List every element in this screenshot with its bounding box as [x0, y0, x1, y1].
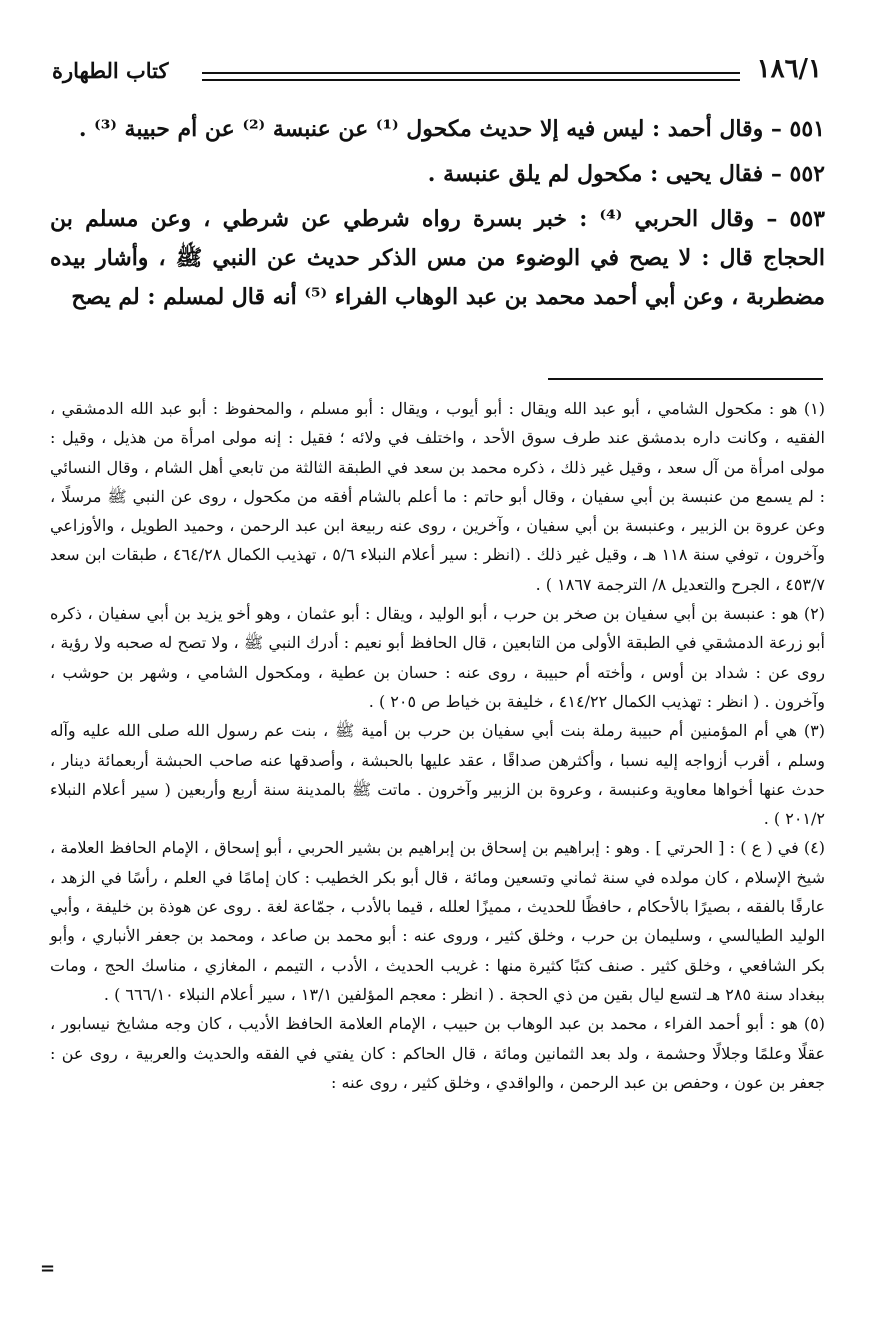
page-header [52, 52, 822, 92]
footnote-2: (٢) هو : عنبسة بن أبي سفيان بن صخر بن حرب ، أبو الوليد ، ويقال : أبو عثمان ، وهو أخو يزيد بن أبي سفيان ، ذكره أبو زرعة الدمشقي في الطبقة الأولى من التابعين ، قال الحافظ أبو نعيم : أدرك النبي ﷺ ، ولا تصح له صحبه ولا رؤية ، روى عن : شداد بن أوس ، وأخته أم حبيبة ، روى عنه : حسان بن عطية ، ومكحول الشامي ، وشهر بن حوشب ، وآخرون . ( انظر : تهذيب الكمال ٤١٤/٢٢ ، خليفة بن خياط ص ٢٠٥ ) . [50, 604, 825, 711]
paragraph-number: ٥٥٣ [789, 206, 825, 232]
footnote-1: (١) هو : مكحول الشامي ، أبو عبد الله ويقال : أبو أيوب ، ويقال : أبو مسلم ، والمحفوظ : أبو عبد الله الدمشقي ، الفقيه ، وكانت داره بدمشق عند طرف سوق الأحد ، واختلف في ولائه ؛ فقيل : إنه مولى امرأة من هذيل ، وقيل : مولى امرأة من آل سعد ، وقيل غير ذلك ، ذكره محمد بن سعد في الطبقة الثالثة من تابعي أهل الشام ، وقال النسائي : لم يسمع من عنبسة بن أبي سفيان ، وقال أبو حاتم : ما أعلم بالشام أفقه من مكحول ، روى عن النبي ﷺ مرسلًا ، وعن عروة بن الزبير ، وعنبسة بن أبي سفيان ، وآخرين ، روى عنه ربيعة ابن عبد الرحمن ، وحميد الطويل ، والأوزاعي وآخرون ، توفي سنة ١١٨ هـ ، وقيل غير ذلك . (انظر : سير أعلام النبلاء ٥/٦ ، تهذيب الكمال ٤٦٤/٢٨ ، طبقات ابن سعد ٤٥٣/٧ ، الجرح والتعديل ٨/ الترجمة ١٨٦٧ ) . [50, 399, 826, 594]
paragraph-number: ٥٥٢ [789, 161, 825, 187]
paragraph [50, 110, 825, 149]
footnote-5: (٥) هو : أبو أحمد الفراء ، محمد بن عبد الوهاب بن حبيب ، الإمام العلامة الحافظ الأديب ، كان وجه مشايخ نيسابور ، عقلًا وعلمًا وجلالًا وحشمة ، ولد بعد الثمانين ومائة ، قال الحاكم : كان يفتي في الفقه والحديث والعربية ، روى عن : جعفر بن عون ، وحفص بن عبد الرحمن ، والواقدي ، وخلق كثير ، روى عنه : [50, 1014, 825, 1092]
header-double-rule [202, 72, 740, 81]
footnotes [50, 394, 825, 1097]
paragraph [50, 200, 825, 317]
main-text [50, 110, 825, 323]
page-number: ١٨٦/١ [756, 54, 822, 84]
footnote-divider [548, 378, 823, 380]
continuation-mark: = [40, 1258, 56, 1279]
paragraph-number: ٥٥١ [789, 116, 825, 142]
paragraph-text: – وقال أحمد : ليس فيه إلا حديث مكحول ⁽¹⁾ عن عنبسة ⁽²⁾ عن أم حبيبة ⁽³⁾ . [78, 116, 782, 142]
paragraph [50, 155, 825, 194]
book-title: كتاب الطهارة [52, 58, 169, 83]
paragraph-text: – وقال الحربي ⁽⁴⁾ : خبر بسرة رواه شرطي عن شرطي ، وعن مسلم بن الحجاج قال : لا يصح في الوضوء من مس الذكر حديث عن النبي ﷺ ، وأشار بيده مضطربة ، وعن أبي أحمد محمد بن عبد الوهاب الفراء ⁽⁵⁾ أنه قال لمسلم : لم يصح [50, 206, 825, 310]
footnote-3: (٣) هي أم المؤمنين أم حبيبة رملة بنت أبي سفيان بن حرب بن أمية ﷺ ، بنت عم رسول الله صلى الله عليه وآله وسلم ، أقرب أزواجه إليه نسبا ، وأكثرهن صداقًا ، عقد عليها بالحبشة ، وأصدقها عنه صاحب الحبشة أربعمائة دينار ، حدث عنها أخواها معاوية وعنبسة ، وعروة بن الزبير وآخرون . ماتت ﷺ بالمدينة سنة أربع وأربعين ( سير أعلام النبلاء ٢٠١/٢ ) . [50, 721, 825, 829]
paragraph-text: – فقال يحيى : مكحول لم يلق عنبسة . [427, 161, 782, 187]
footnote-4: (٤) في ( ع ) : [ الحرتي ] . وهو : إبراهيم بن إسحاق بن إبراهيم بن بشير الحربي ، أبو إسحاق ، الإمام الحافظ العلامة ، شيخ الإسلام ، كان مولده في سنة ثماني وتسعين ومائة ، قال أبو بكر الخطيب : كان إمامًا في العلم ، رأسًا في الزهد ، عارفًا بالفقه ، بصيرًا بالأحكام ، حافظًا للحديث ، مميزًا لعلله ، قيما بالأدب ، جمّاعة لغة . روى عن هوذة بن خليفة ، وأبي الوليد الطيالسي ، وسليمان بن حرب ، وخلق كثير ، وروى عنه : أبو محمد بن صاعد ، ومحمد بن جعفر الأنباري ، وأبو بكر الشافعي ، وخلق كثير . صنف كتبًا كثيرة منها : غريب الحديث ، الأدب ، التيمم ، المغازي ، مناسك الحج ، ومات ببغداد سنة ٢٨٥ هـ لتسع ليال بقين من ذي الحجة . ( انظر : معجم المؤلفين ١٣/١ ، سير أعلام النبلاء ٦٦٦/١٠ ) . [50, 838, 826, 1004]
